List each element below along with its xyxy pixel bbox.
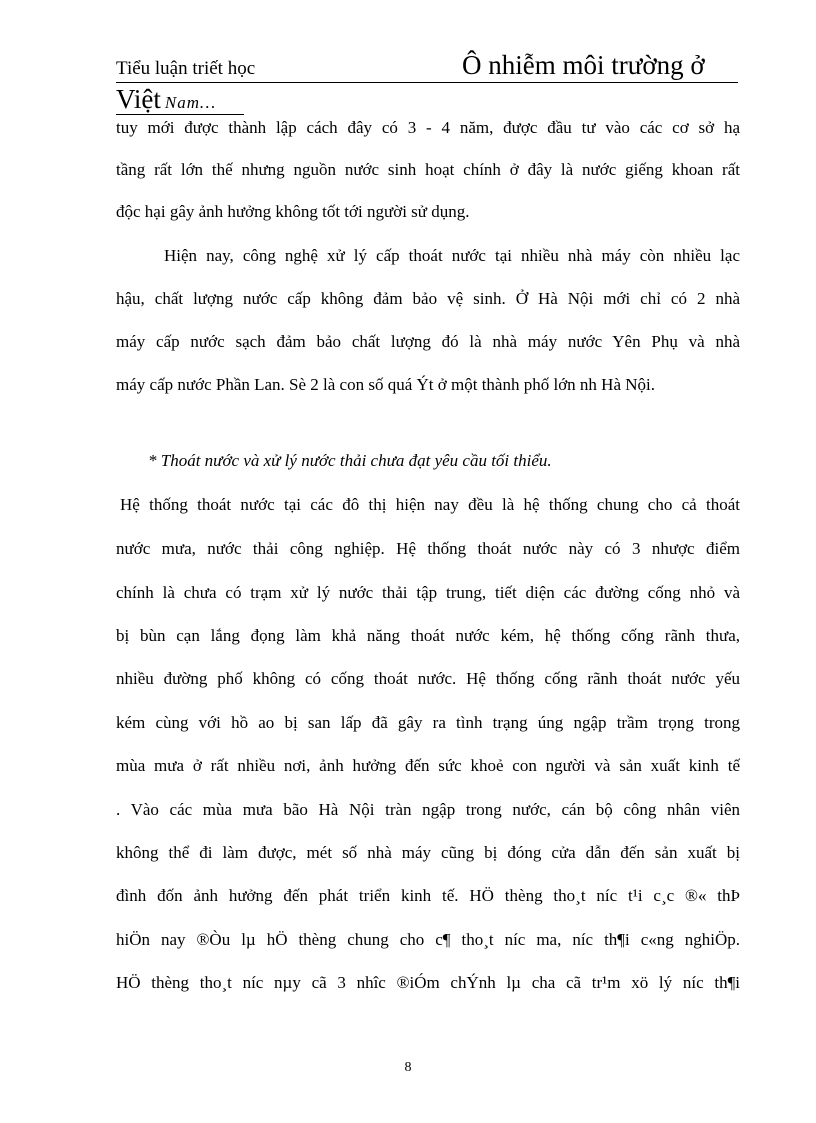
text-line: máy cấp nước Phần Lan. Sè 2 là con số quá Ýt ở một thành phố lớn nh Hà Nội. [116,375,656,394]
header-title-left: Tiểu luận triết học [116,58,256,79]
text-line: không thể đi làm được, mét số nhà máy cũng bị đóng cửa dẫn đến sản xuất bị [116,843,740,862]
text-line: hậu, chất lượng nước cấp không đảm bảo vệ sinh. Ở Hà Nội mới chỉ có 2 nhà [116,289,740,308]
text-line: máy cấp nước sạch đảm bảo chất lượng đó là nhà máy nước Yên Phụ và nhà [116,332,740,351]
header-title-continuation [116,84,216,115]
text-line: kém cùng với hồ ao bị san lấp đã gây ra tình trạng úng ngập trầm trọng trong [116,713,740,732]
text-line: tuy mới được thành lập cách đây có 3 - 4 năm, được đầu tư vào các cơ sở hạ [116,118,740,137]
text-line: hiÖn nay ®Òu lµ hÖ thèng chung cho c¶ tho¸t níc ma, níc th¶i c«ng nghiÖp. [116,930,740,949]
header-underline [116,82,738,83]
text-line: Hiện nay, công nghệ xử lý cấp thoát nước tại nhiều nhà máy còn nhiều lạc [164,246,740,265]
header-underline-2 [116,114,244,115]
text-line: chính là chưa có trạm xử lý nước thải tập trung, tiết diện các đường cống nhỏ và [116,583,740,602]
text-line: bị bùn cạn lắng đọng làm khả năng thoát nước kém, hệ thống cống rãnh thưa, [116,626,740,645]
page-number: 8 [404,1060,412,1075]
section-heading: * Thoát nước và xử lý nước thải chưa đạt yêu cầu tối thiểu. [148,451,552,470]
header-title-nam: Nam… [164,93,217,112]
header-title-right: Ô nhiễm môi trường ở [462,50,705,80]
text-line: . Vào các mùa mưa bão Hà Nội tràn ngập trong nước, cán bộ công nhân viên [116,800,740,819]
text-line: HÖ thèng tho¸t níc nµy cã 3 nhîc ®iÓm chÝnh lµ cha cã tr¹m xö lý níc th¶i [116,973,740,992]
text-line: mùa mưa ở rất nhiều nơi, ảnh hưởng đến sức khoẻ con người và sản xuất kinh tế [116,756,740,775]
header-title-viet: Việt [116,84,161,114]
text-line: Hệ thống thoát nước tại các đô thị hiện nay đều là hệ thống chung cho cả thoát [120,495,740,514]
text-line: tầng rất lớn thế nhưng nguồn nước sinh hoạt chính ở đây là nước giếng khoan rất [116,160,740,179]
text-line: đình đốn ảnh hưởng đến phát triển kinh tế. HÖ thèng tho¸t níc t¹i c¸c ®« thÞ [116,886,740,905]
text-line: độc hại gây ảnh hưởng không tốt tới người sử dụng. [116,202,470,221]
text-line: nhiều đường phố không có cống thoát nước. Hệ thống cống rãnh thoát nước yếu [116,669,740,688]
text-line: nước mưa, nước thải công nghiệp. Hệ thống thoát nước này có 3 nhược điểm [116,539,740,558]
